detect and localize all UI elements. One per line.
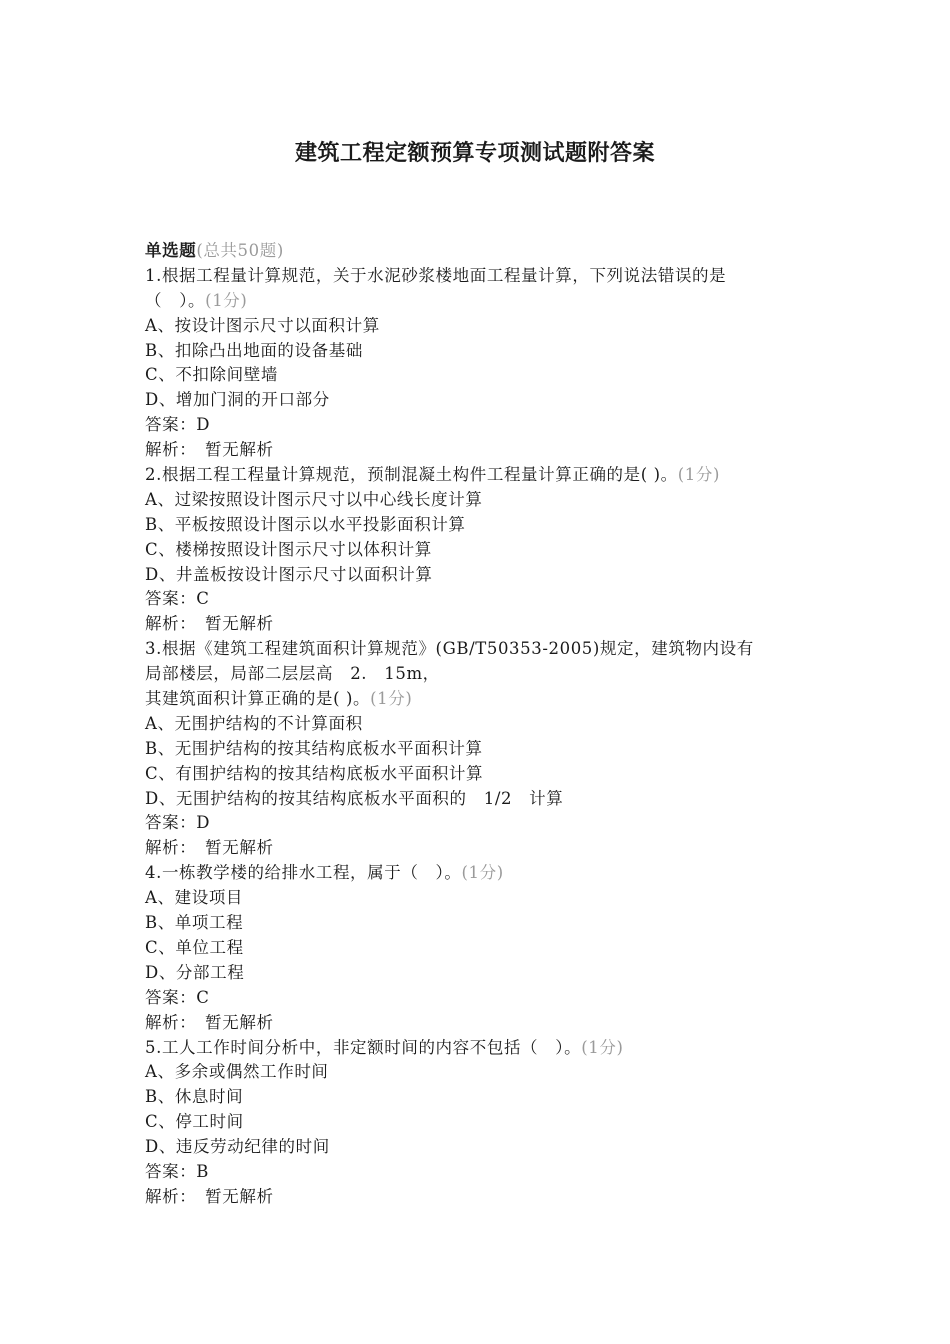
correct-answer: 答案：B — [145, 1161, 210, 1181]
question-points: (1分) — [205, 290, 248, 310]
section-header — [145, 239, 805, 264]
page-title: 建筑工程定额预算专项测试题附答案 — [294, 140, 655, 166]
question-stem-text: 1.根据工程量计算规范，关于水泥砂浆楼地面工程量计算，下列说法错误的是 — [145, 265, 727, 285]
answer-option: C、单位工程 — [145, 937, 244, 957]
answer-option: B、休息时间 — [145, 1087, 244, 1107]
question-1 — [145, 264, 805, 463]
answer-option: D、增加门洞的开口部分 — [145, 390, 330, 410]
answer-option: D、违反劳动纪律的时间 — [145, 1137, 330, 1157]
question-stem-text: 5.工人工作时间分析中，非定额时间的内容不包括（ ）。 — [145, 1037, 582, 1057]
answer-option: B、扣除凸出地面的设备基础 — [145, 340, 363, 360]
answer-option: C、楼梯按照设计图示尺寸以体积计算 — [145, 539, 432, 559]
answer-option: B、平板按照设计图示以水平投影面积计算 — [145, 514, 466, 534]
question-stem-text: 2.根据工程工程量计算规范，预制混凝土构件工程量计算正确的是( )。 — [145, 465, 678, 485]
question-3 — [145, 637, 805, 861]
answer-option: B、无围护结构的按其结构底板水平面积计算 — [145, 738, 483, 758]
answer-option: A、过梁按照设计图示尺寸以中心线长度计算 — [145, 489, 483, 509]
answer-analysis: 解析： 暂无解析 — [145, 838, 274, 858]
answer-option: D、分部工程 — [145, 962, 245, 982]
question-5 — [145, 1036, 805, 1210]
question-points: (1分) — [581, 1037, 624, 1057]
question-stem-text: （ ）。 — [145, 290, 206, 310]
correct-answer: 答案：D — [145, 813, 211, 833]
question-points: (1分) — [677, 465, 721, 485]
answer-option: A、无围护结构的不计算面积 — [145, 713, 363, 733]
section-count: (总共50题) — [196, 241, 284, 260]
correct-answer: 答案：C — [145, 987, 210, 1007]
question-stem-line — [145, 264, 805, 289]
question-stem-line — [145, 463, 805, 488]
question-stem-line — [145, 687, 805, 712]
answer-option: C、有围护结构的按其结构底板水平面积计算 — [145, 763, 484, 783]
question-2 — [145, 463, 805, 637]
answer-option: D、井盖板按设计图示尺寸以面积计算 — [145, 564, 433, 584]
correct-answer: 答案：D — [145, 415, 211, 435]
question-list — [145, 239, 805, 1210]
answer-option: C、不扣除间壁墙 — [145, 365, 278, 385]
answer-analysis: 解析： 暂无解析 — [145, 1012, 274, 1032]
answer-analysis: 解析： 暂无解析 — [145, 614, 274, 634]
question-points: (1分) — [461, 863, 504, 883]
answer-option: C、停工时间 — [145, 1112, 244, 1132]
answer-option: A、建设项目 — [145, 888, 244, 908]
question-stem-text: 3.根据《建筑工程建筑面积计算规范》(GB/T50353-2005)规定，建筑物内设有 — [145, 639, 754, 659]
question-stem-line — [145, 637, 805, 662]
question-points: (1分) — [370, 689, 413, 709]
question-stem-line — [145, 662, 805, 687]
question-stem-text: 其建筑面积计算正确的是( )。 — [145, 689, 371, 709]
section-title: 单选题 — [145, 241, 197, 260]
answer-option: A、多余或偶然工作时间 — [145, 1062, 329, 1082]
correct-answer: 答案：C — [145, 589, 210, 609]
question-stem-line — [145, 1036, 805, 1061]
question-stem-line — [145, 289, 805, 314]
question-stem-text: 4.一栋教学楼的给排水工程，属于（ ）。 — [145, 863, 462, 883]
answer-analysis: 解析： 暂无解析 — [145, 440, 274, 460]
answer-option: B、单项工程 — [145, 913, 244, 933]
answer-analysis: 解析： 暂无解析 — [145, 1186, 274, 1206]
answer-option: A、按设计图示尺寸以面积计算 — [145, 315, 380, 335]
answer-option: D、无围护结构的按其结构底板水平面积的 1/2 计算 — [145, 788, 564, 808]
question-stem-text: 局部楼层，局部二层层高 2. 15m， — [145, 664, 440, 684]
question-stem-line — [145, 861, 805, 886]
question-4 — [145, 861, 805, 1035]
